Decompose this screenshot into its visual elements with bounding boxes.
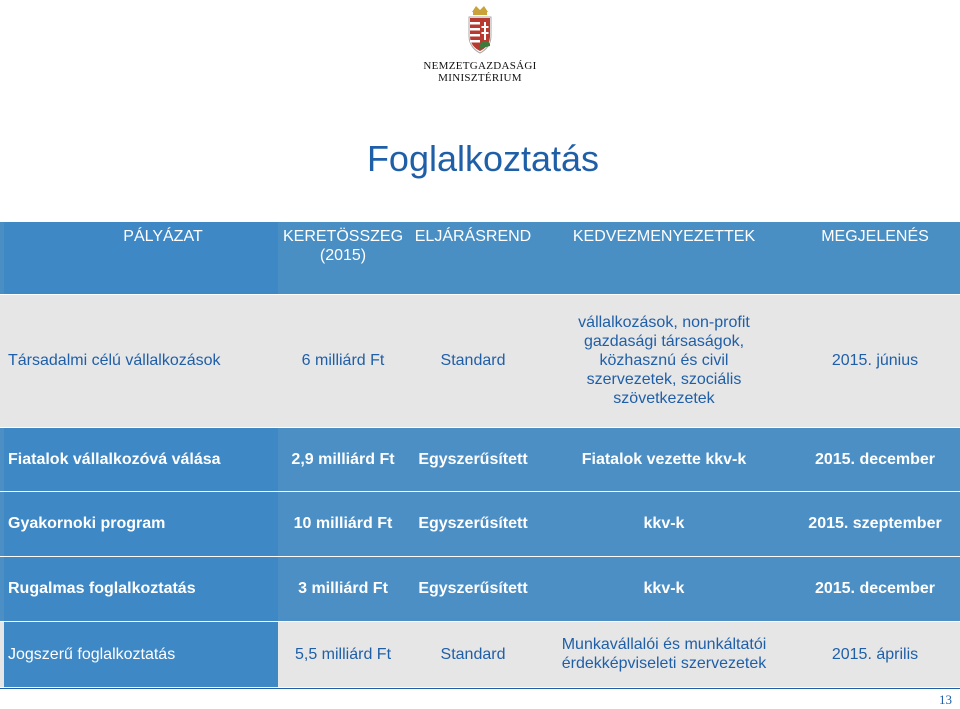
table-cell-palyazat: Jogszerű foglalkoztatás xyxy=(4,621,278,687)
table-cell-eljarasrend: Egyszerűsített xyxy=(418,450,528,468)
page-number: 13 xyxy=(939,692,952,707)
table-cell-kedvezmenyezettek: Fiatalok vezette kkv-k xyxy=(581,450,747,468)
table-cell-eljarasrend: Standard xyxy=(440,352,506,369)
table-cell-megjelenes: 2015. december xyxy=(814,450,936,468)
table-cell-keretosszeg: 3 milliárd Ft xyxy=(298,580,388,597)
table-row xyxy=(0,556,960,621)
coat-of-arms-icon xyxy=(460,4,500,58)
table-cell-eljarasrend: Egyszerűsített xyxy=(418,515,528,532)
table-cell-kedvezmenyezettek: Munkavállalói és munkáltatói érdekképviseleti szervezetek xyxy=(561,636,767,672)
column-header-eljarasrend: ELJÁRÁSREND xyxy=(414,228,532,245)
row-divider xyxy=(0,491,960,492)
table-cell-megjelenes: 2015. szeptember xyxy=(808,515,942,532)
row-divider xyxy=(0,427,960,428)
table-cell-megjelenes: 2015. december xyxy=(814,580,936,597)
ministry-name-line1: NEMZETGAZDASÁGI xyxy=(423,60,537,72)
table-cell-palyazat: Fiatalok vállalkozóvá válása xyxy=(4,427,278,491)
table-cell-keretosszeg: 2,9 milliárd Ft xyxy=(291,450,395,468)
ministry-name-line2: MINISZTÉRIUM xyxy=(438,72,522,84)
table-row xyxy=(0,621,960,687)
table-cell-eljarasrend: Standard xyxy=(440,645,506,663)
row-divider xyxy=(0,556,960,557)
table-row xyxy=(0,427,960,491)
column-header-keretosszeg: KERETÖSSZEG (2015) xyxy=(282,228,404,264)
column-header-megjelenes: MEGJELENÉS xyxy=(821,228,929,245)
table-cell-palyazat: Gyakornoki program xyxy=(4,491,278,556)
table-cell-kedvezmenyezettek: kkv-k xyxy=(643,515,685,532)
column-header-kedvezmenyezettek: KEDVEZMENYEZETTEK xyxy=(572,228,756,245)
table-row xyxy=(0,491,960,556)
table-cell-kedvezmenyezettek: vállalkozások, non-profit gazdasági társaságok, közhasznú és civil szervezetek, szociális szövetkezetek xyxy=(578,314,750,407)
table-header-row xyxy=(0,222,960,294)
table-row xyxy=(0,294,960,427)
footer-divider xyxy=(0,688,960,689)
table-cell-palyazat: Rugalmas foglalkoztatás xyxy=(4,556,278,621)
table-cell-kedvezmenyezettek: kkv-k xyxy=(643,580,685,597)
ministry-logo xyxy=(400,4,560,92)
table-cell-megjelenes: 2015. április xyxy=(831,645,919,663)
row-divider xyxy=(0,621,960,622)
table-cell-keretosszeg: 6 milliárd Ft xyxy=(301,352,385,369)
row-divider xyxy=(0,294,960,295)
table-cell-eljarasrend: Egyszerűsített xyxy=(418,580,528,597)
table-cell-palyazat: Társadalmi célú vállalkozások xyxy=(8,352,221,369)
table-cell-keretosszeg: 10 milliárd Ft xyxy=(293,515,393,532)
page-title: Foglalkoztatás xyxy=(366,138,600,179)
table-cell-megjelenes: 2015. június xyxy=(831,352,919,369)
table-cell-keretosszeg: 5,5 milliárd Ft xyxy=(294,645,392,663)
column-header-palyazat: PÁLYÁZAT xyxy=(4,222,278,294)
